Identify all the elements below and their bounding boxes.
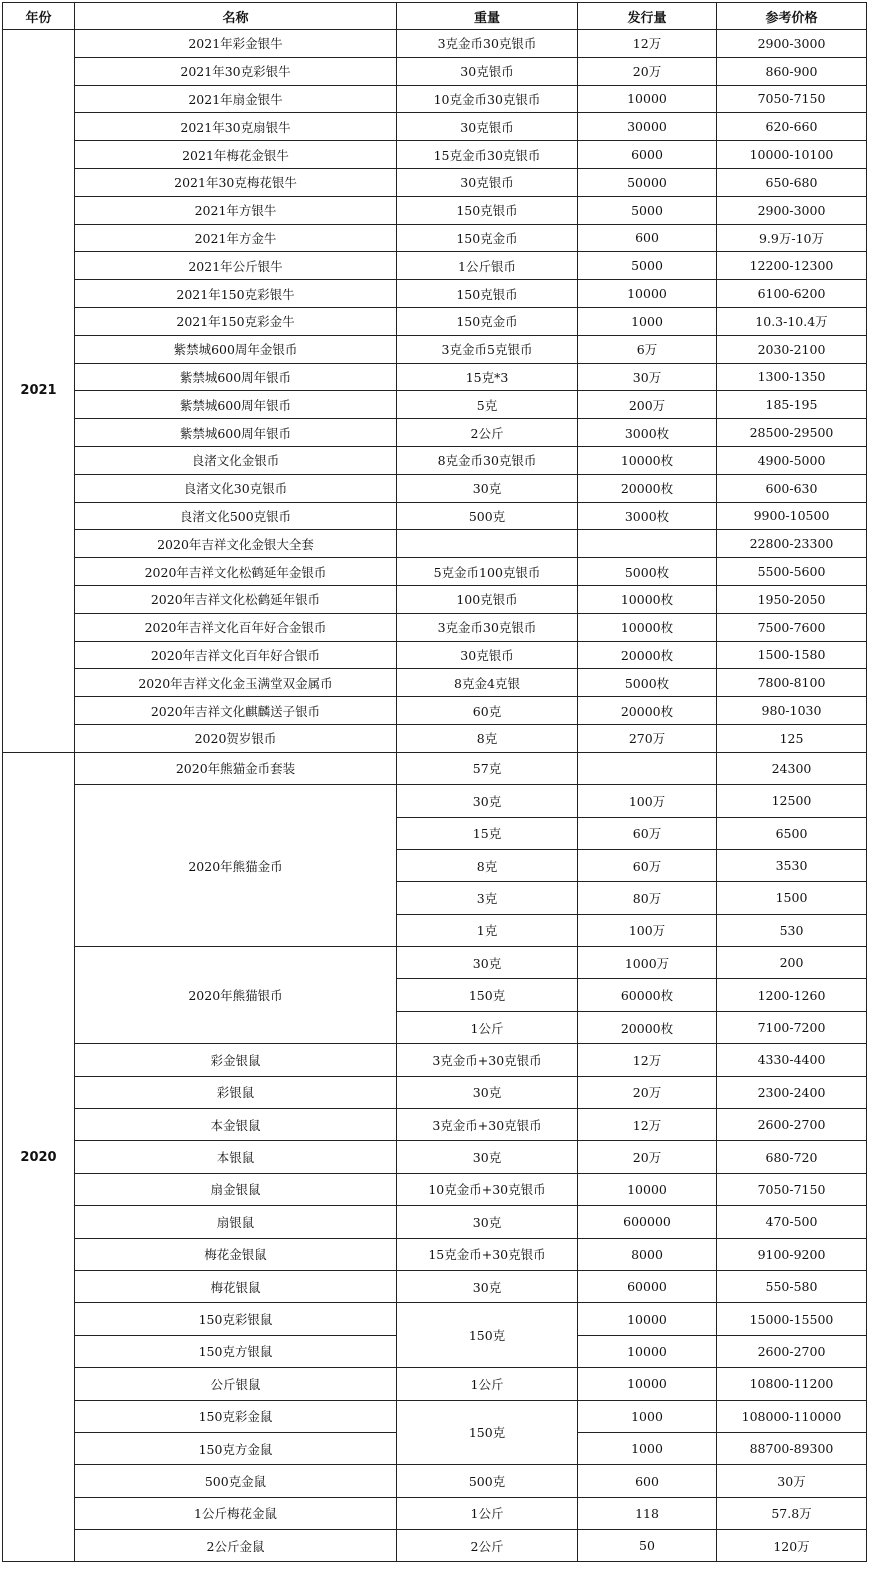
price-cell: 980-1030 [717,697,867,725]
price-cell: 15000-15500 [717,1303,867,1335]
weight-cell: 5克 [397,391,578,419]
table-row [3,419,867,447]
table-row [3,307,867,335]
weight-cell: 3克金币+30克银币 [397,1109,578,1141]
price-cell: 530 [717,914,867,946]
issue-cell [578,530,717,558]
name-cell: 扇金银鼠 [75,1173,397,1205]
name-cell: 150克方银鼠 [75,1335,397,1367]
name-cell: 2020贺岁银币 [75,724,397,752]
price-cell: 5500-5600 [717,558,867,586]
issue-cell: 5000 [578,196,717,224]
price-cell: 7100-7200 [717,1011,867,1043]
price-cell: 9100-9200 [717,1238,867,1270]
header-price: 参考价格 [717,3,867,30]
table-row [3,30,867,58]
issue-cell: 270万 [578,724,717,752]
name-cell: 150克方金鼠 [75,1432,397,1464]
issue-cell: 100万 [578,785,717,817]
price-cell: 550-580 [717,1270,867,1302]
issue-cell: 10000枚 [578,446,717,474]
issue-cell: 1000 [578,1432,717,1464]
name-cell: 紫禁城600周年银币 [75,363,397,391]
price-cell: 57.8万 [717,1497,867,1529]
header-issue: 发行量 [578,3,717,30]
price-cell: 2900-3000 [717,196,867,224]
name-cell: 2020年熊猫银币 [75,947,397,1044]
name-cell: 2021年梅花金银牛 [75,141,397,169]
price-cell: 6100-6200 [717,280,867,308]
name-cell: 2021年方金牛 [75,224,397,252]
weight-cell: 3克 [397,882,578,914]
issue-cell: 600 [578,224,717,252]
price-cell: 1300-1350 [717,363,867,391]
weight-cell: 150克金币 [397,224,578,252]
name-cell: 彩金银鼠 [75,1044,397,1076]
weight-cell: 30克 [397,474,578,502]
name-cell: 150克彩银鼠 [75,1303,397,1335]
table-row [3,363,867,391]
weight-cell: 30克 [397,947,578,979]
table-row [3,724,867,752]
issue-cell: 1000万 [578,947,717,979]
name-cell: 2020年吉祥文化金银大全套 [75,530,397,558]
name-cell: 本银鼠 [75,1141,397,1173]
name-cell: 150克彩金鼠 [75,1400,397,1432]
weight-cell: 3克金币30克银币 [397,613,578,641]
weight-cell: 3克金币30克银币 [397,30,578,58]
weight-cell: 8克 [397,849,578,881]
weight-cell: 60克 [397,697,578,725]
issue-cell: 3000枚 [578,419,717,447]
name-cell: 紫禁城600周年银币 [75,419,397,447]
weight-cell: 2公斤 [397,1530,578,1562]
issue-cell: 30000 [578,113,717,141]
section-2020 [3,752,867,1562]
issue-cell: 10000枚 [578,585,717,613]
issue-cell: 3000枚 [578,502,717,530]
weight-cell: 150克银币 [397,280,578,308]
price-cell: 120万 [717,1530,867,1562]
name-cell: 2021年30克彩银牛 [75,57,397,85]
issue-cell: 8000 [578,1238,717,1270]
table-row [3,1497,867,1529]
issue-cell: 50 [578,1530,717,1562]
table-row [3,1109,867,1141]
table-row [3,947,867,979]
table-row [3,785,867,817]
table-row [3,252,867,280]
table-row [3,196,867,224]
table-row [3,1400,867,1432]
table-row [3,558,867,586]
weight-cell: 3克金币+30克银币 [397,1044,578,1076]
weight-cell: 30克银币 [397,113,578,141]
issue-cell: 1000 [578,307,717,335]
price-cell: 2900-3000 [717,30,867,58]
coin-price-table [2,2,867,1562]
issue-cell: 60000 [578,1270,717,1302]
issue-cell: 10000 [578,1335,717,1367]
table-row [3,585,867,613]
issue-cell: 20万 [578,57,717,85]
weight-cell: 30克银币 [397,168,578,196]
price-cell: 10800-11200 [717,1368,867,1400]
name-cell: 1公斤梅花金鼠 [75,1497,397,1529]
weight-cell: 30克 [397,785,578,817]
name-cell: 紫禁城600周年金银币 [75,335,397,363]
price-cell: 30万 [717,1465,867,1497]
issue-cell [578,752,717,784]
issue-cell: 60万 [578,849,717,881]
table-row [3,530,867,558]
price-cell: 7800-8100 [717,669,867,697]
issue-cell: 1000 [578,1400,717,1432]
issue-cell: 60000枚 [578,979,717,1011]
name-cell: 本金银鼠 [75,1109,397,1141]
name-cell: 公斤银鼠 [75,1368,397,1400]
price-cell: 1500 [717,882,867,914]
table-row [3,141,867,169]
price-cell: 4330-4400 [717,1044,867,1076]
issue-cell: 118 [578,1497,717,1529]
price-cell: 600-630 [717,474,867,502]
weight-cell: 15克金币30克银币 [397,141,578,169]
table-row [3,502,867,530]
price-cell: 6500 [717,817,867,849]
weight-cell: 10克金币+30克银币 [397,1173,578,1205]
table-row [3,1238,867,1270]
weight-cell: 15克*3 [397,363,578,391]
weight-cell: 30克 [397,1141,578,1173]
weight-cell: 5克金币100克银币 [397,558,578,586]
issue-cell: 20000枚 [578,641,717,669]
name-cell: 2021年方银牛 [75,196,397,224]
weight-cell: 150克 [397,1303,578,1368]
header-year: 年份 [3,3,75,30]
issue-cell: 12万 [578,30,717,58]
name-cell: 2020年熊猫金币套装 [75,752,397,784]
weight-cell: 8克金币30克银币 [397,446,578,474]
year-cell-2021: 2021 [3,30,75,753]
table-row [3,1270,867,1302]
name-cell: 梅花金银鼠 [75,1238,397,1270]
name-cell: 2021年公斤银牛 [75,252,397,280]
name-cell: 良渚文化30克银币 [75,474,397,502]
weight-cell: 1公斤 [397,1497,578,1529]
header-name: 名称 [75,3,397,30]
table-row [3,85,867,113]
weight-cell: 3克金币5克银币 [397,335,578,363]
price-cell: 1500-1580 [717,641,867,669]
name-cell: 2020年吉祥文化麒麟送子银币 [75,697,397,725]
weight-cell: 30克 [397,1076,578,1108]
issue-cell: 10000 [578,1303,717,1335]
name-cell: 2021年150克彩金牛 [75,307,397,335]
name-cell: 扇银鼠 [75,1206,397,1238]
weight-cell: 1公斤 [397,1011,578,1043]
price-cell: 7050-7150 [717,85,867,113]
issue-cell: 6000 [578,141,717,169]
price-cell: 125 [717,724,867,752]
name-cell: 2021年彩金银牛 [75,30,397,58]
weight-cell: 500克 [397,502,578,530]
name-cell: 彩银鼠 [75,1076,397,1108]
table-row [3,1368,867,1400]
price-cell: 3530 [717,849,867,881]
table-row [3,1076,867,1108]
table-row [3,669,867,697]
name-cell: 2021年扇金银牛 [75,85,397,113]
weight-cell: 150克 [397,1400,578,1465]
weight-cell: 30克银币 [397,57,578,85]
name-cell: 2021年30克扇银牛 [75,113,397,141]
price-cell: 4900-5000 [717,446,867,474]
issue-cell: 10000枚 [578,613,717,641]
table-row [3,1206,867,1238]
price-cell: 7500-7600 [717,613,867,641]
price-cell: 470-500 [717,1206,867,1238]
table-row [3,641,867,669]
issue-cell: 10000 [578,1173,717,1205]
table-row [3,474,867,502]
price-cell: 24300 [717,752,867,784]
issue-cell: 20000枚 [578,1011,717,1043]
price-cell: 9900-10500 [717,502,867,530]
weight-cell: 30克 [397,1270,578,1302]
issue-cell: 20万 [578,1076,717,1108]
weight-cell: 1克 [397,914,578,946]
price-cell: 2030-2100 [717,335,867,363]
weight-cell: 1公斤 [397,1368,578,1400]
name-cell: 良渚文化金银币 [75,446,397,474]
table-row [3,613,867,641]
price-cell: 12500 [717,785,867,817]
year-cell-2020: 2020 [3,752,75,1562]
name-cell: 500克金鼠 [75,1465,397,1497]
table-row [3,224,867,252]
table-row [3,113,867,141]
issue-cell: 100万 [578,914,717,946]
name-cell: 梅花银鼠 [75,1270,397,1302]
issue-cell: 10000 [578,85,717,113]
price-cell: 108000-110000 [717,1400,867,1432]
name-cell: 2020年吉祥文化松鹤延年银币 [75,585,397,613]
price-cell: 7050-7150 [717,1173,867,1205]
issue-cell: 5000枚 [578,558,717,586]
issue-cell: 80万 [578,882,717,914]
price-cell: 88700-89300 [717,1432,867,1464]
weight-cell: 30克 [397,1206,578,1238]
table-row [3,1530,867,1562]
price-cell: 9.9万-10万 [717,224,867,252]
table-row [3,1141,867,1173]
weight-cell: 150克 [397,979,578,1011]
issue-cell: 600 [578,1465,717,1497]
price-cell: 28500-29500 [717,419,867,447]
table-row [3,446,867,474]
price-cell: 22800-23300 [717,530,867,558]
price-cell: 860-900 [717,57,867,85]
weight-cell: 8克金4克银 [397,669,578,697]
weight-cell: 15克 [397,817,578,849]
price-cell: 620-660 [717,113,867,141]
price-cell: 2600-2700 [717,1109,867,1141]
table-row [3,752,867,784]
header-row [3,3,867,30]
table-row [3,335,867,363]
issue-cell: 12万 [578,1109,717,1141]
weight-cell: 100克银币 [397,585,578,613]
issue-cell: 20000枚 [578,474,717,502]
table-row [3,391,867,419]
price-cell: 1950-2050 [717,585,867,613]
table-row [3,280,867,308]
issue-cell: 12万 [578,1044,717,1076]
weight-cell: 150克金币 [397,307,578,335]
issue-cell: 30万 [578,363,717,391]
issue-cell: 5000枚 [578,669,717,697]
table-row [3,697,867,725]
issue-cell: 60万 [578,817,717,849]
name-cell: 2021年150克彩银牛 [75,280,397,308]
issue-cell: 5000 [578,252,717,280]
issue-cell: 20000枚 [578,697,717,725]
price-cell: 680-720 [717,1141,867,1173]
issue-cell: 200万 [578,391,717,419]
name-cell: 2020年吉祥文化百年好合金银币 [75,613,397,641]
header-weight: 重量 [397,3,578,30]
weight-cell: 150克银币 [397,196,578,224]
name-cell: 2020年吉祥文化百年好合银币 [75,641,397,669]
issue-cell: 20万 [578,1141,717,1173]
weight-cell: 1公斤银币 [397,252,578,280]
name-cell: 2公斤金鼠 [75,1530,397,1562]
name-cell: 2020年吉祥文化松鹤延年金银币 [75,558,397,586]
weight-cell [397,530,578,558]
price-cell: 2600-2700 [717,1335,867,1367]
section-2021 [3,30,867,753]
table-row [3,57,867,85]
table-row [3,1044,867,1076]
table-row [3,1465,867,1497]
weight-cell: 10克金币30克银币 [397,85,578,113]
name-cell: 2020年熊猫金币 [75,785,397,947]
weight-cell: 15克金币+30克银币 [397,1238,578,1270]
weight-cell: 2公斤 [397,419,578,447]
weight-cell: 500克 [397,1465,578,1497]
issue-cell: 10000 [578,1368,717,1400]
table-row [3,1173,867,1205]
issue-cell: 50000 [578,168,717,196]
price-cell: 2300-2400 [717,1076,867,1108]
name-cell: 2020年吉祥文化金玉满堂双金属币 [75,669,397,697]
table-row [3,1303,867,1335]
price-cell: 650-680 [717,168,867,196]
name-cell: 紫禁城600周年银币 [75,391,397,419]
price-cell: 1200-1260 [717,979,867,1011]
issue-cell: 600000 [578,1206,717,1238]
weight-cell: 57克 [397,752,578,784]
weight-cell: 30克银币 [397,641,578,669]
name-cell: 良渚文化500克银币 [75,502,397,530]
price-cell: 12200-12300 [717,252,867,280]
table-row [3,168,867,196]
name-cell: 2021年30克梅花银牛 [75,168,397,196]
price-cell: 185-195 [717,391,867,419]
weight-cell: 8克 [397,724,578,752]
price-cell: 200 [717,947,867,979]
issue-cell: 6万 [578,335,717,363]
issue-cell: 10000 [578,280,717,308]
price-cell: 10000-10100 [717,141,867,169]
price-cell: 10.3-10.4万 [717,307,867,335]
